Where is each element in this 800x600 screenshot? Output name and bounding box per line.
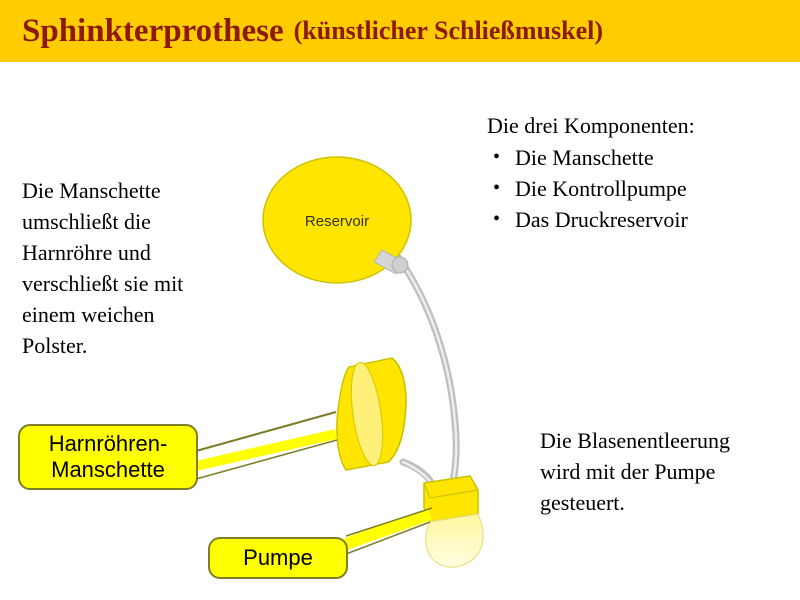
- reservoir-label: Reservoir: [304, 213, 370, 230]
- list-item: • Das Druckreservoir: [487, 204, 787, 235]
- tube-reservoir-to-pump-highlight: [398, 257, 456, 487]
- list-item: • Die Manschette: [487, 142, 787, 173]
- reservoir-valve: [392, 257, 408, 273]
- title-bar: [0, 0, 800, 62]
- cuff-description-text: Die Manschette umschließt die Harnröhre und verschließt sie mit einem weichen Polster.: [22, 178, 184, 358]
- pump-shape: [424, 476, 483, 567]
- page-title: Sphinkterprothese: [22, 12, 284, 49]
- components-intro-text: Die drei Komponenten:: [487, 113, 695, 138]
- pump-description-text: Die Blasenentleerung wird mit der Pumpe gesteuert.: [540, 428, 730, 515]
- callout-pump: Pumpe: [208, 537, 348, 579]
- list-item: • Die Kontrollpumpe: [487, 173, 787, 204]
- callout-cuff-leader-fill: [196, 434, 336, 466]
- callout-pump-leader-fill: [346, 514, 430, 544]
- cuff-shape: [337, 358, 406, 470]
- page-subtitle: (künstlicher Schließmuskel): [293, 16, 604, 45]
- callout-cuff-line2: Manschette: [51, 457, 165, 482]
- callout-cuff-line1: Harnröhren-: [48, 431, 168, 456]
- callout-cuff: [18, 424, 198, 490]
- prosthesis-diagram: [0, 62, 800, 600]
